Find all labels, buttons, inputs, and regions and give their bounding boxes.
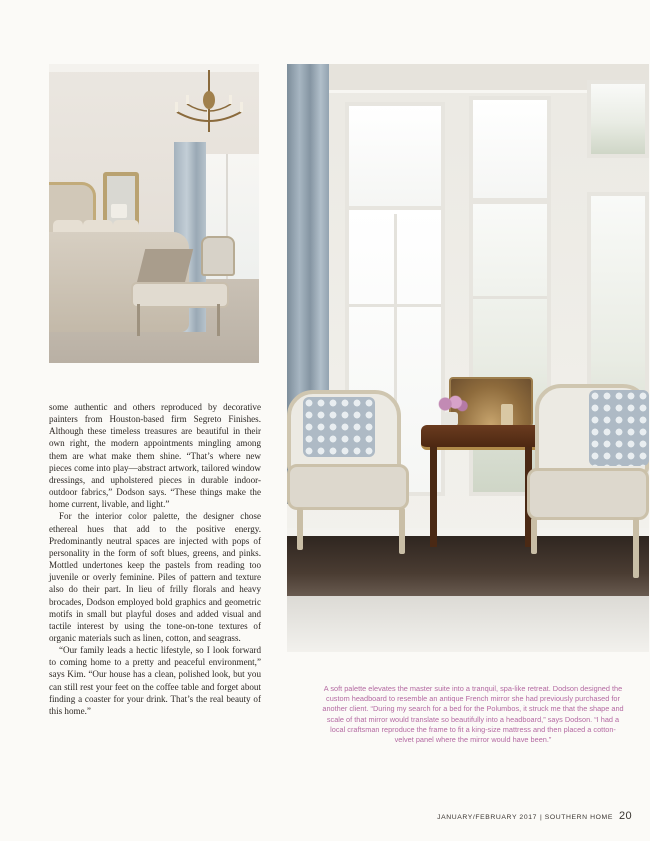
- upper-window: [345, 102, 445, 210]
- magazine-name: SOUTHERN HOME: [544, 814, 613, 821]
- area-rug: [287, 596, 649, 652]
- bedroom-photo: [49, 64, 259, 363]
- body-paragraph: For the interior color palette, the designer chose ethereal hues that add to the positive energy. Predominantly neutral spaces are injected with pops of personality in the form of soft blues, greens, and pinks. Mottled undertones keep the pastels from reading too juvenile or overly feminine. Piles of pattern and texture also do their part. In lieu of frilly florals and heavy brocades, Dodson employed bold graphics and geometric motifs in small but playful doses and added visual and tactile interest by using the tone-on-tone textures of organic materials such as linen, cotton, and seagrass.: [49, 511, 261, 643]
- page-number: 20: [618, 810, 632, 822]
- issue-date: JANUARY/FEBRUARY 2017: [437, 814, 537, 821]
- armchair-leg: [531, 518, 537, 554]
- upper-window: [469, 96, 551, 202]
- accent-chair: [201, 236, 235, 276]
- window-mullion: [473, 296, 547, 299]
- page-footer: [437, 806, 632, 824]
- armchair-leg: [633, 518, 639, 578]
- photo-caption: A soft palette elevates the master suite into a tranquil, spa-like retreat. Dodson designed the custom headboard to resemble an antique French mirror she had previously purchased for another client. “During my search for a bed for the Polumbos, it struck me that the shape and scale of that mirror would translate so beautifully into a headboard,” says Dodson. “I had a local craftsman reproduce the frame to fit a king-size mattress and then placed a cotton-velvet panel where the mirror would have been.”: [322, 684, 624, 745]
- article-body: [49, 401, 261, 717]
- pink-flowers: [435, 395, 469, 413]
- armchair-leg: [297, 508, 303, 550]
- polka-dot-pillow: [303, 397, 375, 457]
- window-mullion: [349, 304, 441, 307]
- body-paragraph: some authentic and others reproduced by decorative painters from Houston-based firm Segreto Finishes. Although these timeless treasures are beautiful in their own right, the modern appointments mingling among them are what make them shine. “That’s where new pieces come into play—abstract artwork, tailored window dressings, and upholstered pieces in durable indoor-outdoor fabrics,” Dodson says. “These things make the home current, livable, and light.”: [49, 402, 261, 510]
- candle: [501, 404, 513, 426]
- upholstered-bench: [131, 282, 229, 308]
- armchair-seat: [287, 464, 409, 510]
- flower-vase: [444, 412, 458, 426]
- footer-separator: |: [539, 814, 542, 821]
- hardwood-floor: [287, 536, 649, 598]
- bench-leg: [137, 304, 140, 336]
- upper-window: [587, 80, 649, 158]
- sitting-area-photo: [287, 64, 649, 652]
- table-leg: [430, 447, 437, 547]
- bed-throw: [137, 249, 193, 283]
- bench-leg: [217, 304, 220, 336]
- chandelier-icon: [171, 70, 247, 140]
- polka-dot-pillow: [589, 390, 649, 466]
- armchair-seat: [527, 468, 649, 520]
- bedside-lamp: [111, 204, 127, 218]
- armchair-leg: [399, 508, 405, 554]
- body-paragraph: “Our family leads a hectic lifestyle, so I look forward to coming home to a pretty and peaceful environment,” says Kim. “Our house has a clean, polished look, but you can still rest your feet on the coffee table and forget about finding a coaster for your drink. That’s the real beauty of this home.”: [49, 645, 261, 716]
